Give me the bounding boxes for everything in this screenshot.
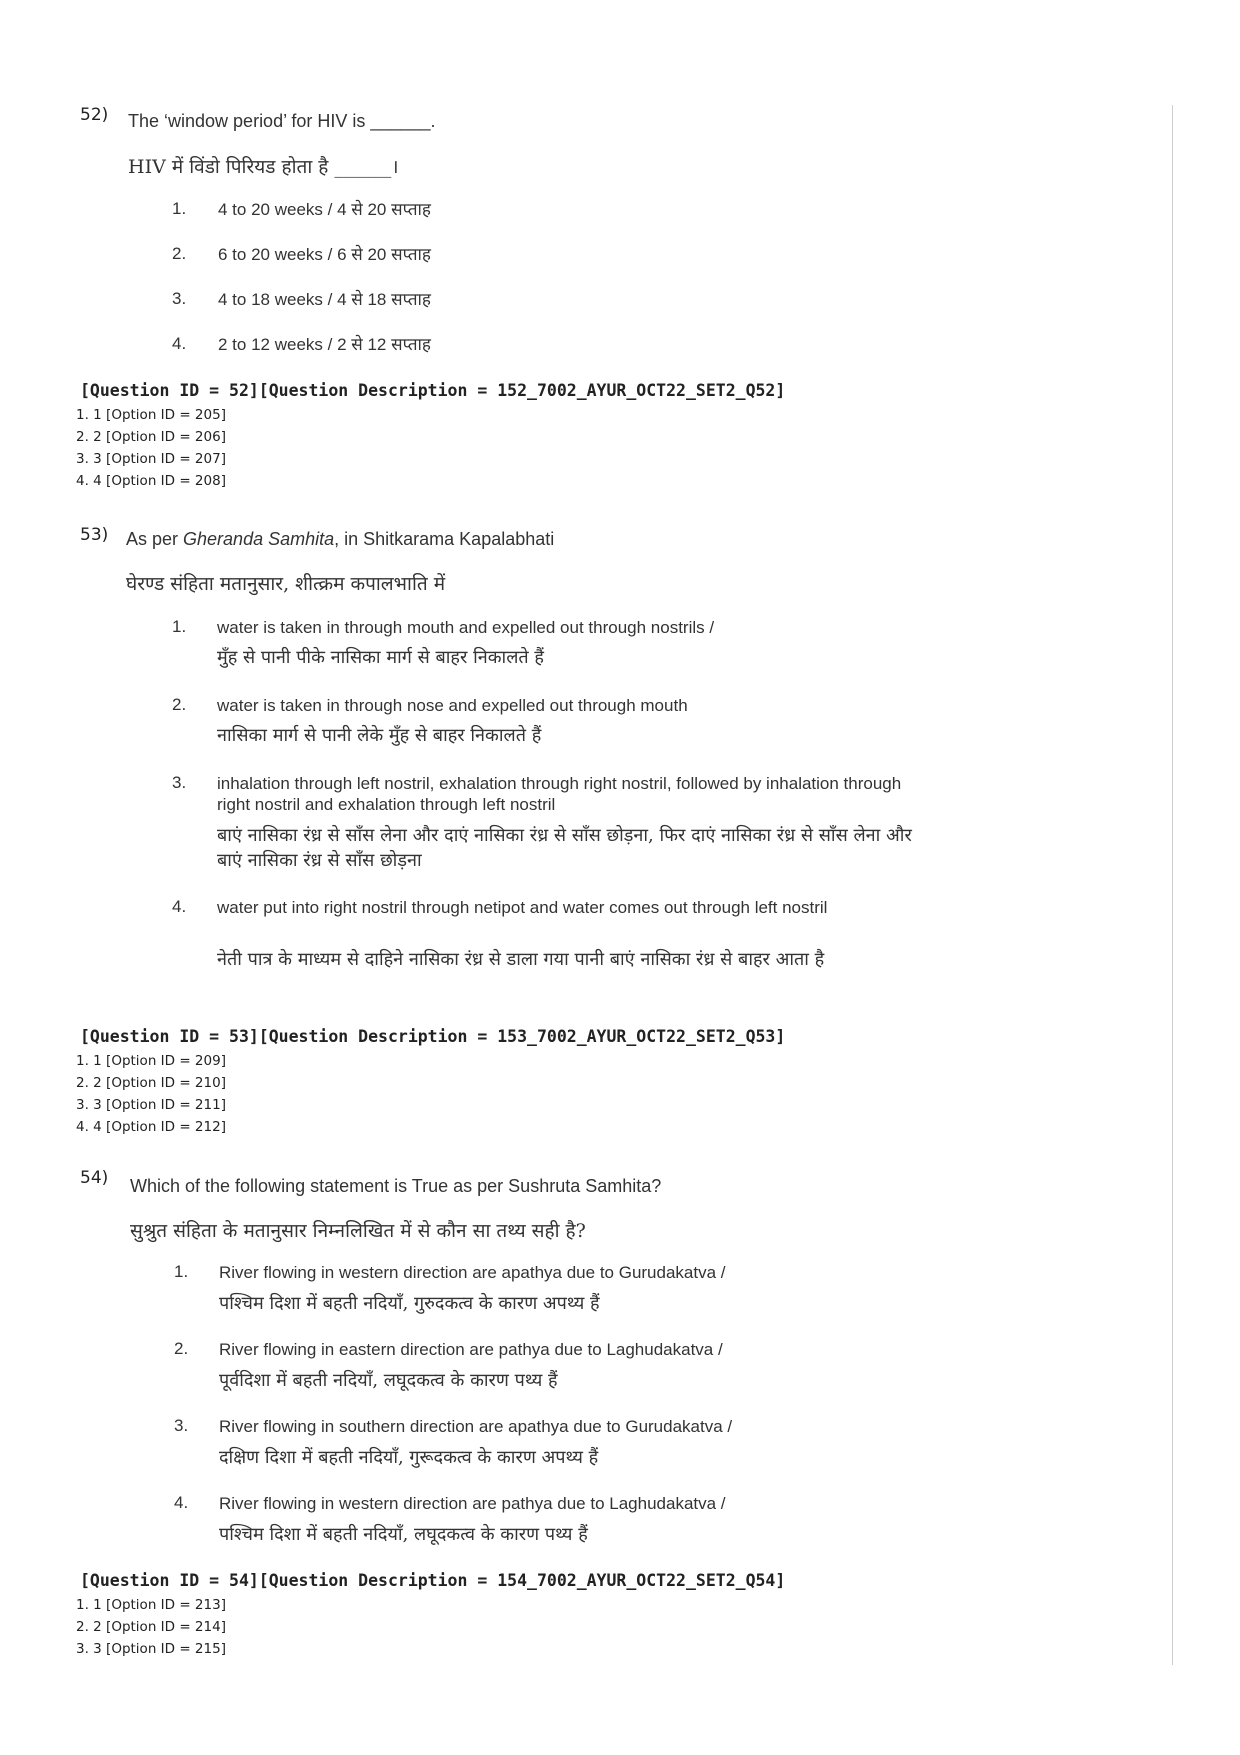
option-number: 3. — [172, 289, 187, 308]
option-id-item: 3. 3 [Option ID = 207] — [76, 451, 226, 467]
question-text-hi: HIV में विंडो पिरियड होता है ______। — [128, 156, 399, 178]
option-number: 4. — [172, 897, 187, 916]
option-id-item: 1. 1 [Option ID = 213] — [76, 1597, 226, 1613]
option-text-hi: पूर्वदिशा में बहती नदियाँ, लघूदकत्व के कारण पथ्य हैं — [219, 1370, 558, 1391]
question-meta: [Question ID = 53][Question Description = 153_7002_AYUR_OCT22_SET2_Q53] — [80, 1027, 786, 1046]
question-text-hi: घेरण्ड संहिता मतानुसार, शीत्क्रम कपालभाति में — [126, 573, 446, 595]
option-id-item: 2. 2 [Option ID = 214] — [76, 1619, 226, 1635]
option-id-item: 2. 2 [Option ID = 210] — [76, 1075, 226, 1091]
option-text-en: water put into right nostril through netipot and water comes out through left nostril — [217, 898, 828, 917]
option-text-en: water is taken in through nose and expelled out through mouth — [217, 696, 688, 715]
option-text-hi: बाएं नासिका रंध्र से साँस लेना और दाएं नासिका रंध्र से साँस छोड़ना, फिर दाएं नासिका रंध्र से साँस लेना और बाएं नासिका रंध्र से साँस छोड़ना — [217, 825, 912, 871]
option-number: 2. — [174, 1339, 189, 1358]
option-number: 4. — [172, 334, 187, 353]
option-text-hi: पश्चिम दिशा में बहती नदियाँ, गुरुदकत्व के कारण अपथ्य हैं — [219, 1293, 600, 1314]
option-text: 4 to 18 weeks / 4 से 18 सप्ताह — [218, 290, 431, 309]
option-number: 2. — [172, 244, 187, 263]
question-text-italic: Gheranda Samhita — [183, 529, 335, 549]
option-text-en: water is taken in through mouth and expelled out through nostrils / — [217, 618, 715, 637]
option-id-item: 3. 3 [Option ID = 215] — [76, 1641, 226, 1657]
option-text-hi: नासिका मार्ग से पानी लेके मुँह से बाहर निकालते हैं — [217, 725, 542, 746]
option-text-en: River flowing in southern direction are apathya due to Gurudakatva / — [219, 1417, 733, 1436]
option-text-hi: नेती पात्र के माध्यम से दाहिने नासिका रंध्र से डाला गया पानी बाएं नासिका रंध्र से बाहर आता है — [217, 949, 825, 970]
option-id-list — [76, 1050, 226, 1138]
option-text-hi: दक्षिण दिशा में बहती नदियाँ, गुरूदकत्व के कारण अपथ्य हैं — [219, 1447, 599, 1468]
question-text-post: , in Shitkarama Kapalabhati — [334, 529, 555, 549]
option-text-hi: पश्चिम दिशा में बहती नदियाँ, लघूदकत्व के कारण पथ्य हैं — [219, 1524, 588, 1545]
question-number: 54) — [80, 1168, 109, 1188]
option-id-list — [76, 404, 226, 492]
question-number: 52) — [80, 105, 109, 125]
option-number: 1. — [172, 617, 187, 636]
option-id-item: 3. 3 [Option ID = 211] — [76, 1097, 226, 1113]
option-text-hi: मुँह से पानी पीके नासिका मार्ग से बाहर निकालते हैं — [217, 647, 544, 668]
question-text-pre: As per — [126, 529, 184, 549]
option-id-item: 4. 4 [Option ID = 212] — [76, 1119, 226, 1135]
option-id-item: 4. 4 [Option ID = 208] — [76, 473, 226, 489]
question-text-hi: सुश्रुत संहिता के मतानुसार निम्नलिखित में से कौन सा तथ्य सही है? — [130, 1220, 586, 1242]
option-text: 2 to 12 weeks / 2 से 12 सप्ताह — [218, 335, 431, 354]
option-number: 3. — [172, 773, 187, 792]
question-text-en — [126, 529, 554, 550]
option-text-en: River flowing in eastern direction are pathya due to Laghudakatva / — [219, 1340, 723, 1359]
right-margin-rule — [1172, 105, 1173, 1665]
option-number: 1. — [174, 1262, 189, 1281]
option-number: 4. — [174, 1493, 189, 1512]
option-text-en: River flowing in western direction are pathya due to Laghudakatva / — [219, 1494, 726, 1513]
option-id-list — [76, 1594, 226, 1660]
option-id-item: 1. 1 [Option ID = 209] — [76, 1053, 226, 1069]
option-text-en: River flowing in western direction are apathya due to Gurudakatva / — [219, 1263, 726, 1282]
option-text-en: inhalation through left nostril, exhalation through right nostril, followed by inhalation through right nostril and exhalation through left nostril — [217, 774, 902, 814]
question-meta: [Question ID = 52][Question Description = 152_7002_AYUR_OCT22_SET2_Q52] — [80, 381, 786, 400]
option-number: 1. — [172, 199, 187, 218]
question-meta: [Question ID = 54][Question Description = 154_7002_AYUR_OCT22_SET2_Q54] — [80, 1571, 786, 1590]
option-id-item: 2. 2 [Option ID = 206] — [76, 429, 226, 445]
question-text-en: The ‘window period’ for HIV is ______. — [128, 111, 436, 131]
question-number: 53) — [80, 525, 109, 545]
option-number: 2. — [172, 695, 187, 714]
option-id-item: 1. 1 [Option ID = 205] — [76, 407, 226, 423]
question-text-en: Which of the following statement is True as per Sushruta Samhita? — [130, 1176, 662, 1196]
option-text: 4 to 20 weeks / 4 से 20 सप्ताह — [218, 200, 431, 219]
option-number: 3. — [174, 1416, 189, 1435]
option-text: 6 to 20 weeks / 6 से 20 सप्ताह — [218, 245, 431, 264]
